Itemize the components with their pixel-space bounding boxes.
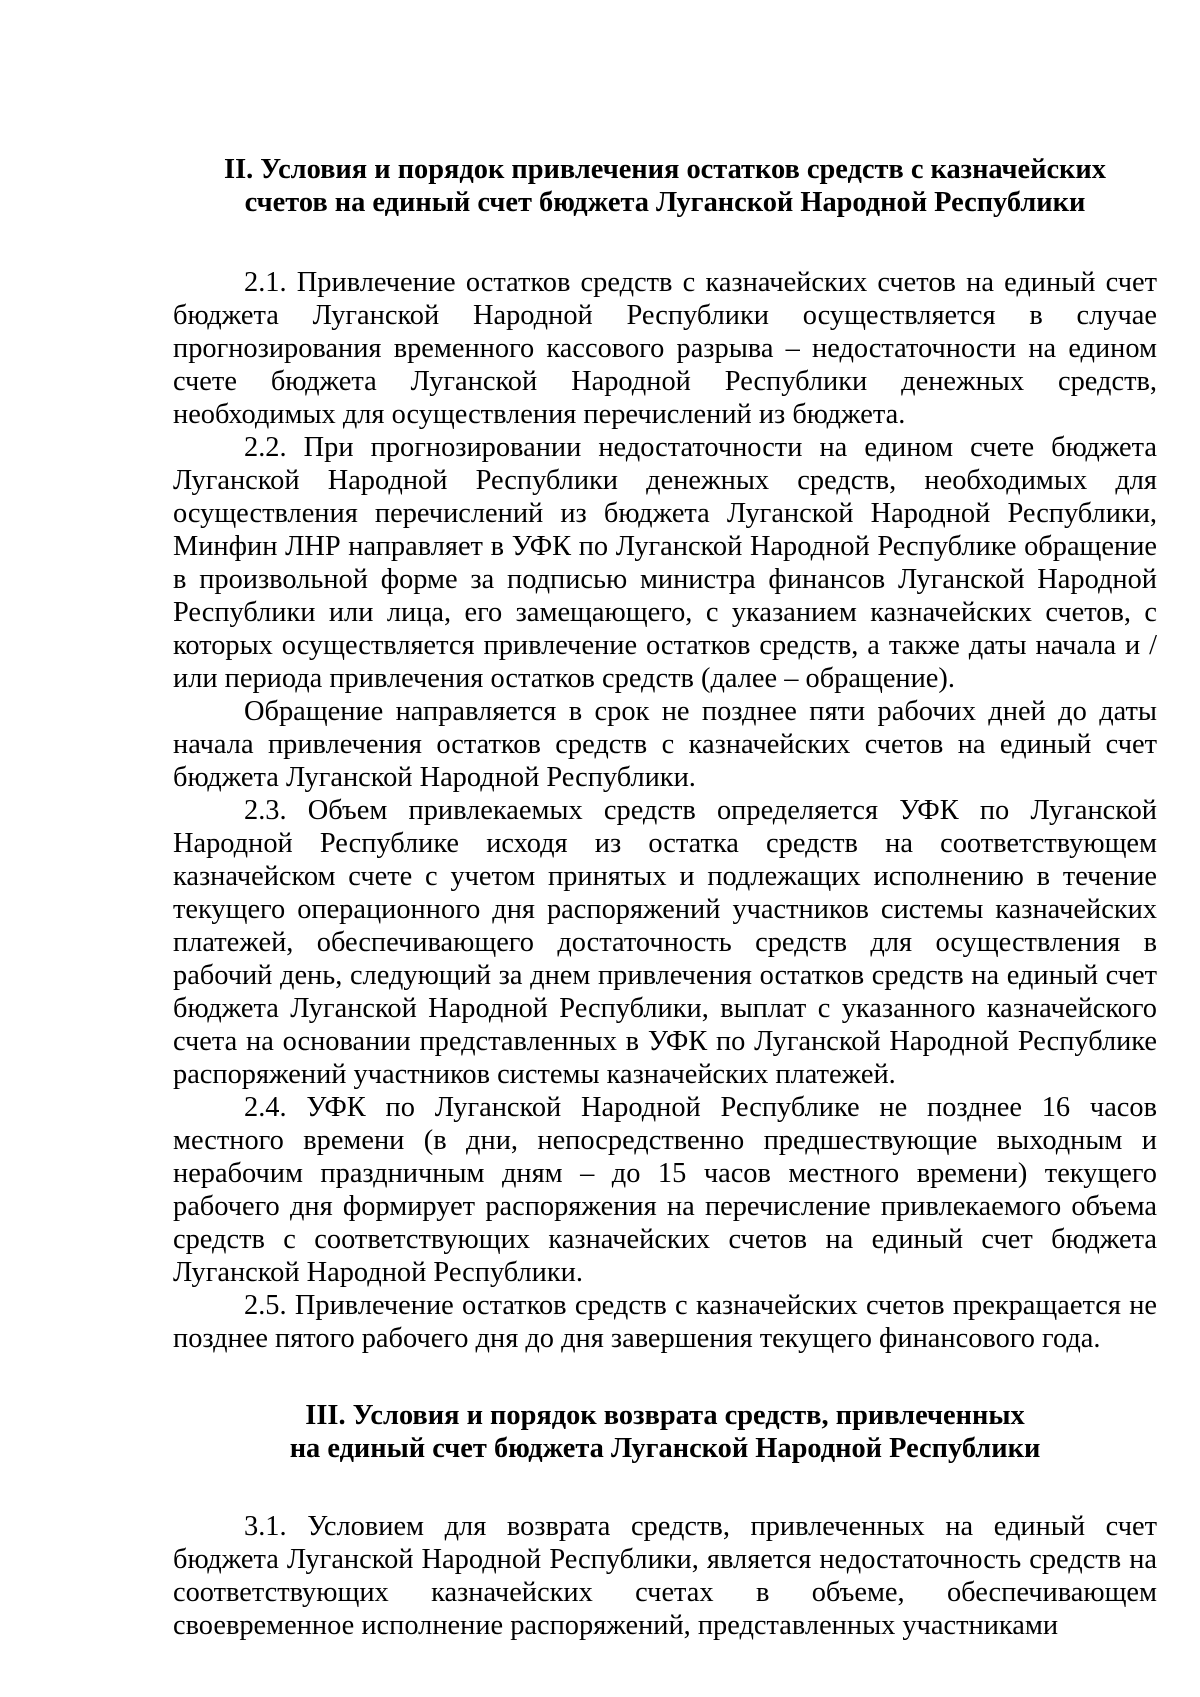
section-2-body (173, 266, 1157, 1355)
paragraph-2-2-continued: Обращение направляется в срок не позднее пяти рабочих дней до даты начала привлечения остатков средств с казначейских счетов на единый счет бюджета Луганской Народной Республики. (173, 696, 1157, 793)
paragraph-2-3: 2.3. Объем привлекаемых средств определяется УФК по Луганской Народной Республике исходя из остатка средств на соответствующем казначейском счете с учетом принятых и подлежащих исполнению в течение текущего операционного дня распоряжений участников системы казначейских платежей, обеспечивающего достаточность средств для осуществления в рабочий день, следующий за днем привлечения остатков средств на единый счет бюджета Луганской Народной Республики, выплат с указанного казначейского счета на основании представленных в УФК по Луганской Народной Республике распоряжений участников системы казначейских платежей. (173, 795, 1157, 1090)
paragraph-3-1: 3.1. Условием для возврата средств, привлеченных на единый счет бюджета Луганской Народной Республики, является недостаточность средств на соответствующих казначейских счетах в объеме, обеспечивающем своевременное исполнение распоряжений, представленных участниками (173, 1511, 1157, 1641)
paragraph-2-5: 2.5. Привлечение остатков средств с казначейских счетов прекращается не позднее пятого рабочего дня до дня завершения текущего финансового года. (173, 1290, 1157, 1354)
section-3-heading (173, 1399, 1157, 1465)
section-2-heading (173, 153, 1157, 219)
paragraph-2-2: 2.2. При прогнозировании недостаточности на едином счете бюджета Луганской Народной Республики денежных средств, необходимых для осуществления перечислений из бюджета Луганской Народной Республики, Минфин ЛНР направляет в УФК по Луганской Народной Республике обращение в произвольной форме за подписью министра финансов Луганской Народной Республики или лица, его замещающего, с указанием казначейских счетов, с которых осуществляется привлечение остатков средств, а также даты начала и / или периода привлечения остатков средств (далее – обращение). (173, 432, 1157, 694)
section-3-heading-line: на единый счет бюджета Луганской Народной Республики (289, 1433, 1041, 1464)
section-3-heading-line: III. Условия и порядок возврата средств, привлеченных (305, 1400, 1025, 1431)
section-2-heading-line: счетов на единый счет бюджета Луганской Народной Республики (244, 187, 1086, 218)
document-page (173, 108, 1157, 1642)
section-3-body (173, 1510, 1157, 1642)
section-2-heading-line: II. Условия и порядок привлечения остатков средств с казначейских (224, 154, 1106, 185)
paragraph-2-4: 2.4. УФК по Луганской Народной Республике не позднее 16 часов местного времени (в дни, непосредственно предшествующие выходным и нерабочим праздничным дням – до 15 часов местного времени) текущего рабочего дня формирует распоряжения на перечисление привлекаемого объема средств с соответствующих казначейских счетов на единый счет бюджета Луганской Народной Республики. (173, 1092, 1157, 1288)
paragraph-2-1: 2.1. Привлечение остатков средств с казначейских счетов на единый счет бюджета Луганской Народной Республики осуществляется в случае прогнозирования временного кассового разрыва – недостаточности на едином счете бюджета Луганской Народной Республики денежных средств, необходимых для осуществления перечислений из бюджета. (173, 267, 1157, 430)
